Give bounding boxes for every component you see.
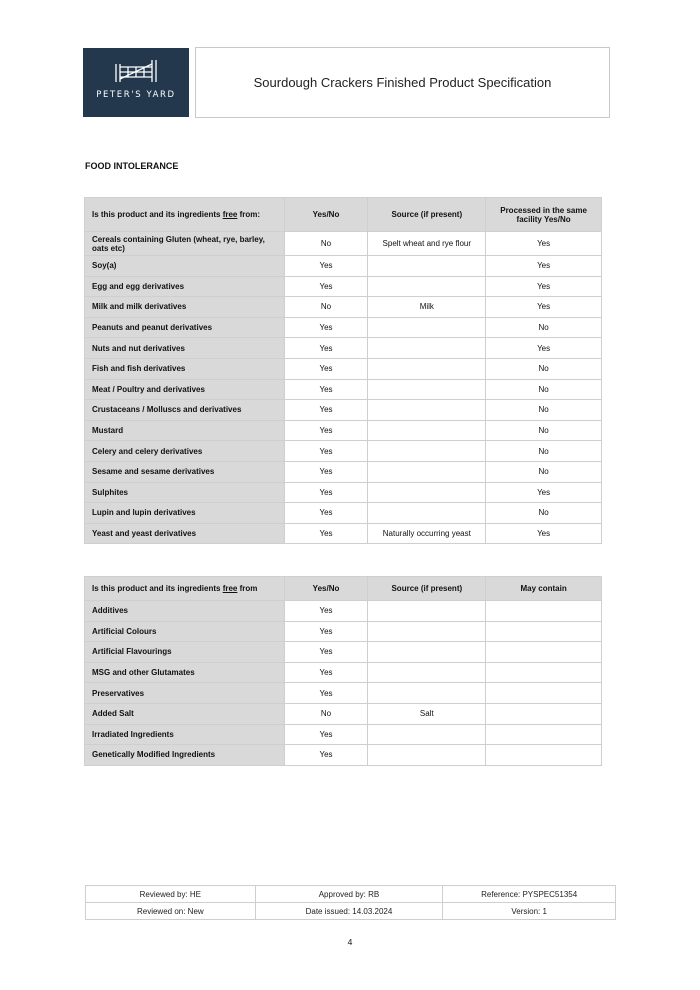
row-label: Artificial Flavourings bbox=[85, 642, 285, 663]
row-label: Irradiated Ingredients bbox=[85, 724, 285, 745]
yes-no-cell: Yes bbox=[284, 621, 368, 642]
may-contain-cell bbox=[486, 662, 602, 683]
approved-by: Approved by: RB bbox=[255, 886, 443, 903]
yes-no-cell: Yes bbox=[284, 601, 368, 622]
table-row bbox=[85, 683, 602, 704]
source-cell: Naturally occurring yeast bbox=[368, 523, 486, 544]
table-row bbox=[85, 297, 602, 318]
row-label: Sulphites bbox=[85, 482, 285, 503]
row-label: Preservatives bbox=[85, 683, 285, 704]
table-row bbox=[85, 642, 602, 663]
source-cell bbox=[368, 420, 486, 441]
version: Version: 1 bbox=[443, 903, 616, 920]
source-cell bbox=[368, 621, 486, 642]
row-label: MSG and other Glutamates bbox=[85, 662, 285, 683]
row-label: Fish and fish derivatives bbox=[85, 358, 285, 379]
source-cell bbox=[368, 338, 486, 359]
question-header: Is this product and its ingredients free from: bbox=[85, 198, 285, 232]
processed-cell: Yes bbox=[486, 482, 602, 503]
yes-no-cell: Yes bbox=[284, 256, 368, 277]
may-contain-cell bbox=[486, 683, 602, 704]
row-label: Milk and milk derivatives bbox=[85, 297, 285, 318]
source-cell bbox=[368, 683, 486, 704]
table-row bbox=[85, 358, 602, 379]
table-row bbox=[85, 503, 602, 524]
additives-table bbox=[84, 576, 602, 766]
reference: Reference: PYSPEC51354 bbox=[443, 886, 616, 903]
row-label: Added Salt bbox=[85, 703, 285, 724]
may-contain-cell bbox=[486, 601, 602, 622]
yes-no-header: Yes/No bbox=[284, 577, 368, 601]
yes-no-cell: No bbox=[284, 703, 368, 724]
may-contain-cell bbox=[486, 724, 602, 745]
source-cell bbox=[368, 276, 486, 297]
document-footer bbox=[85, 885, 616, 920]
reviewed-by: Reviewed by: HE bbox=[86, 886, 256, 903]
table-row bbox=[85, 441, 602, 462]
source-header: Source (if present) bbox=[368, 198, 486, 232]
gate-logo-icon bbox=[114, 59, 158, 83]
question-header: Is this product and its ingredients free from bbox=[85, 577, 285, 601]
table-row bbox=[85, 621, 602, 642]
yes-no-cell: No bbox=[284, 232, 368, 256]
source-cell bbox=[368, 400, 486, 421]
row-label: Artificial Colours bbox=[85, 621, 285, 642]
yes-no-cell: Yes bbox=[284, 662, 368, 683]
yes-no-cell: Yes bbox=[284, 523, 368, 544]
processed-cell: Yes bbox=[486, 338, 602, 359]
processed-cell: No bbox=[486, 503, 602, 524]
table-row bbox=[85, 420, 602, 441]
yes-no-cell: Yes bbox=[284, 642, 368, 663]
brand-logo bbox=[83, 48, 189, 117]
may-contain-cell bbox=[486, 703, 602, 724]
table-row bbox=[85, 256, 602, 277]
yes-no-cell: No bbox=[284, 297, 368, 318]
source-cell bbox=[368, 662, 486, 683]
yes-no-cell: Yes bbox=[284, 317, 368, 338]
row-label: Yeast and yeast derivatives bbox=[85, 523, 285, 544]
yes-no-cell: Yes bbox=[284, 338, 368, 359]
row-label: Nuts and nut derivatives bbox=[85, 338, 285, 359]
table-row bbox=[85, 482, 602, 503]
row-label: Celery and celery derivatives bbox=[85, 441, 285, 462]
source-header: Source (if present) bbox=[368, 577, 486, 601]
source-cell bbox=[368, 358, 486, 379]
processed-cell: Yes bbox=[486, 232, 602, 256]
yes-no-cell: Yes bbox=[284, 503, 368, 524]
yes-no-header: Yes/No bbox=[284, 198, 368, 232]
table-row bbox=[85, 601, 602, 622]
source-cell bbox=[368, 601, 486, 622]
source-cell bbox=[368, 745, 486, 766]
source-cell bbox=[368, 642, 486, 663]
section-title: FOOD INTOLERANCE bbox=[85, 161, 179, 171]
row-label: Soy(a) bbox=[85, 256, 285, 277]
yes-no-cell: Yes bbox=[284, 482, 368, 503]
yes-no-cell: Yes bbox=[284, 683, 368, 704]
table-row bbox=[85, 400, 602, 421]
yes-no-cell: Yes bbox=[284, 400, 368, 421]
table-row bbox=[85, 338, 602, 359]
may-contain-cell bbox=[486, 642, 602, 663]
table-row bbox=[85, 745, 602, 766]
table-row bbox=[85, 461, 602, 482]
row-label: Peanuts and peanut derivatives bbox=[85, 317, 285, 338]
row-label: Cereals containing Gluten (wheat, rye, barley, oats etc) bbox=[85, 232, 285, 256]
may-contain-cell bbox=[486, 745, 602, 766]
source-cell: Milk bbox=[368, 297, 486, 318]
row-label: Additives bbox=[85, 601, 285, 622]
brand-name: PETER'S YARD bbox=[96, 90, 176, 100]
processed-cell: No bbox=[486, 317, 602, 338]
processed-cell: Yes bbox=[486, 297, 602, 318]
source-cell: Spelt wheat and rye flour bbox=[368, 232, 486, 256]
date-issued: Date issued: 14.03.2024 bbox=[255, 903, 443, 920]
table-row bbox=[85, 523, 602, 544]
yes-no-cell: Yes bbox=[284, 724, 368, 745]
source-cell bbox=[368, 461, 486, 482]
table-row bbox=[85, 317, 602, 338]
table-row bbox=[85, 724, 602, 745]
processed-cell: Yes bbox=[486, 256, 602, 277]
processed-header: Processed in the same facility Yes/No bbox=[486, 198, 602, 232]
table-row bbox=[85, 276, 602, 297]
processed-cell: No bbox=[486, 441, 602, 462]
source-cell bbox=[368, 256, 486, 277]
yes-no-cell: Yes bbox=[284, 441, 368, 462]
processed-cell: No bbox=[486, 358, 602, 379]
page-number: 4 bbox=[347, 937, 353, 947]
yes-no-cell: Yes bbox=[284, 420, 368, 441]
row-label: Mustard bbox=[85, 420, 285, 441]
source-cell: Salt bbox=[368, 703, 486, 724]
processed-cell: No bbox=[486, 420, 602, 441]
yes-no-cell: Yes bbox=[284, 276, 368, 297]
document-title: Sourdough Crackers Finished Product Specification bbox=[195, 47, 610, 118]
processed-cell: No bbox=[486, 400, 602, 421]
yes-no-cell: Yes bbox=[284, 379, 368, 400]
table-row bbox=[85, 662, 602, 683]
source-cell bbox=[368, 379, 486, 400]
yes-no-cell: Yes bbox=[284, 461, 368, 482]
processed-cell: Yes bbox=[486, 276, 602, 297]
yes-no-cell: Yes bbox=[284, 358, 368, 379]
food-intolerance-table bbox=[84, 197, 602, 544]
table-row bbox=[85, 703, 602, 724]
yes-no-cell: Yes bbox=[284, 745, 368, 766]
row-label: Meat / Poultry and derivatives bbox=[85, 379, 285, 400]
source-cell bbox=[368, 317, 486, 338]
may-contain-header: May contain bbox=[486, 577, 602, 601]
row-label: Genetically Modified Ingredients bbox=[85, 745, 285, 766]
processed-cell: Yes bbox=[486, 523, 602, 544]
table-row bbox=[85, 379, 602, 400]
reviewed-on: Reviewed on: New bbox=[86, 903, 256, 920]
may-contain-cell bbox=[486, 621, 602, 642]
row-label: Egg and egg derivatives bbox=[85, 276, 285, 297]
row-label: Crustaceans / Molluscs and derivatives bbox=[85, 400, 285, 421]
processed-cell: No bbox=[486, 461, 602, 482]
source-cell bbox=[368, 724, 486, 745]
table-row bbox=[85, 232, 602, 256]
source-cell bbox=[368, 441, 486, 462]
source-cell bbox=[368, 503, 486, 524]
row-label: Sesame and sesame derivatives bbox=[85, 461, 285, 482]
processed-cell: No bbox=[486, 379, 602, 400]
row-label: Lupin and lupin derivatives bbox=[85, 503, 285, 524]
source-cell bbox=[368, 482, 486, 503]
